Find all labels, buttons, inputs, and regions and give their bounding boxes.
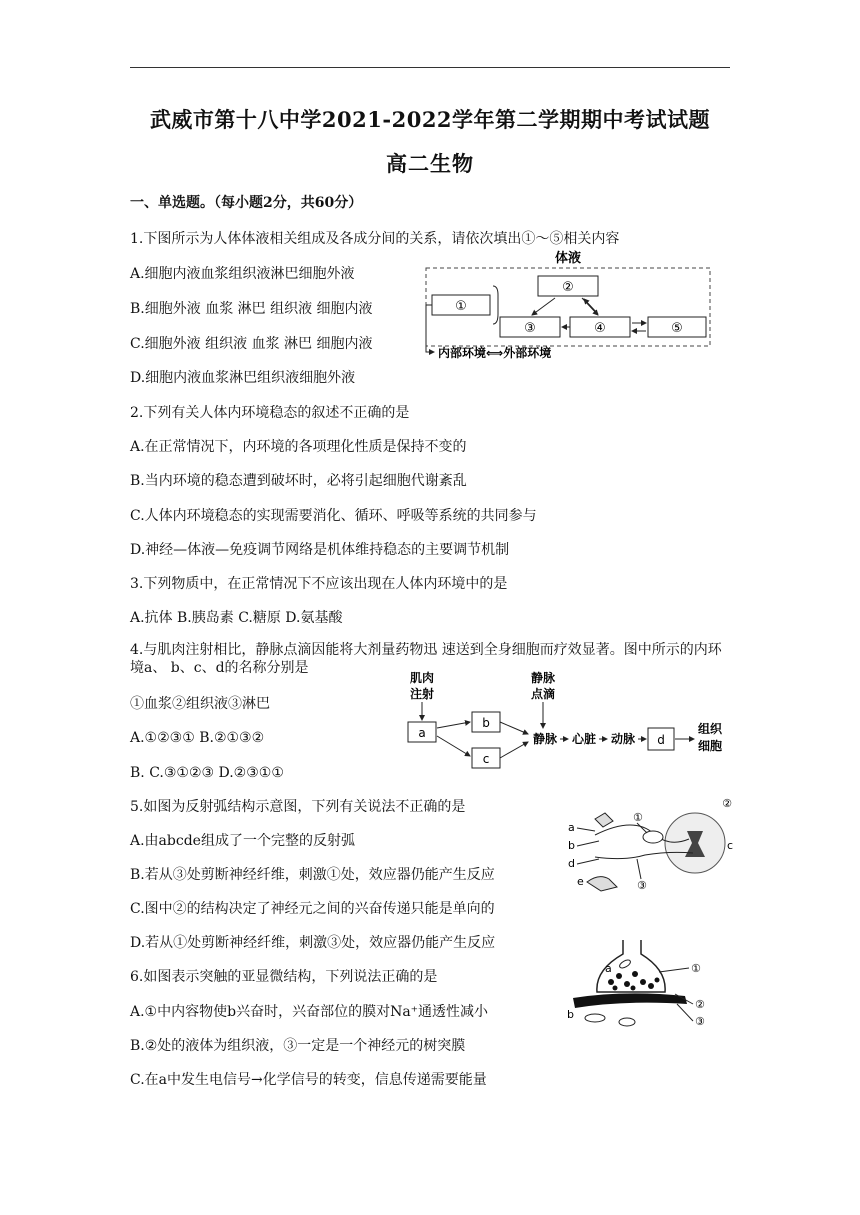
svg-text:肌肉: 肌肉 [409,671,435,685]
svg-text:①: ① [691,962,701,975]
question-4-key: ①血浆②组织液③淋巴 [130,696,270,712]
question-5-option-d: D.若从①处剪断神经纤维，刺激③处，效应器仍能产生反应 [130,935,496,951]
box-1-label: ① [455,299,467,314]
question-2-option-c: C.人体内环境稳态的实现需要消化、循环、呼吸等系统的共同参与 [130,508,537,524]
receptor [595,813,613,827]
question-6-option-b: B.②处的液体为组织液，③一定是一个神经元的树突膜 [130,1038,466,1054]
svg-text:静脉: 静脉 [532,732,558,746]
svg-text:c: c [482,752,490,766]
question-3-options: A.抗体 B.胰岛素 C.糖原 D.氨基酸 [130,610,343,626]
svg-text:d: d [568,857,575,870]
svg-text:③: ③ [637,879,647,892]
svg-text:③: ③ [695,1015,705,1028]
synapse-diagram [565,936,735,1032]
svg-text:静脉: 静脉 [530,671,556,685]
question-5-option-b: B.若从③处剪断神经纤维，刺激①处，效应器仍能产生反应 [130,867,495,883]
question-3-stem: 3.下列物质中，在正常情况下不应该出现在人体内环境中的是 [130,576,508,592]
box-4-label: ④ [594,321,606,336]
effector-muscle [587,877,617,891]
question-2-option-b: B.当内环境的稳态遭到破坏时，必将引起细胞代谢紊乱 [130,473,467,489]
exam-title: 武威市第十八中学2021-2022学年第二学期期中考试试题 [149,107,711,132]
injection-diagram [400,668,730,776]
svg-text:b: b [568,839,575,852]
svg-text:b: b [482,716,490,730]
box-3-label: ③ [524,321,536,336]
question-6-option-a: A.①中内容物使b兴奋时，兴奋部位的膜对Na⁺通透性减小 [130,1004,489,1020]
svg-text:a: a [605,962,612,975]
question-5-option-a: A.由abcde组成了一个完整的反射弧 [130,833,355,849]
box-2-label: ② [562,280,574,295]
question-1-option-b: B.细胞外液 血浆 淋巴 组织液 细胞内液 [130,301,373,317]
svg-text:a: a [418,726,426,740]
question-4-options-ab: A.①②③① B.②①③② [130,730,265,746]
svg-text:注射: 注射 [409,687,435,701]
svg-text:e: e [577,875,584,888]
question-6-stem: 6.如图表示突触的亚显微结构，下列说法正确的是 [130,969,438,985]
question-2-stem: 2.下列有关人体内环境稳态的叙述不正确的是 [130,405,410,421]
exam-subject: 高二生物 [386,151,474,176]
question-1-option-d: D.细胞内液血浆淋巴组织液细胞外液 [130,370,356,386]
question-1-option-a: A.细胞内液血浆组织液淋巴细胞外液 [130,266,355,282]
question-4-options-cd: B. C.③①②③ D.②③①① [130,765,284,781]
diagram-label-body-fluid: 体液 [554,251,582,266]
postsynaptic-membrane [573,993,687,1008]
svg-text:c: c [726,839,734,852]
question-6-option-c: C.在a中发生电信号→化学信号的转变，信息传递需要能量 [130,1072,487,1088]
question-2-option-d: D.神经—体液—免疫调节网络是机体维持稳态的主要调节机制 [130,542,510,558]
reflex-arc-diagram [565,795,735,905]
svg-text:②: ② [722,797,732,810]
svg-text:②: ② [695,998,705,1011]
box-5-label: ⑤ [671,321,683,336]
brace [493,286,498,324]
question-5-stem: 5.如图为反射弧结构示意图，下列有关说法不正确的是 [130,799,466,815]
svg-text:组织: 组织 [697,722,723,736]
svg-text:细胞: 细胞 [697,739,723,753]
svg-text:b: b [567,1008,574,1021]
svg-text:d: d [657,733,665,747]
question-2-option-a: A.在正常情况下，内环境的各项理化性质是保持不变的 [130,439,467,455]
svg-text:a: a [568,821,575,834]
question-1-stem: 1.下图所示为人体体液相关组成及各成分间的关系，请依次填出①～⑤相关内容 [130,231,620,247]
ganglion [643,831,663,843]
svg-text:心脏: 心脏 [571,732,597,746]
header-rule [130,67,730,68]
body-fluid-diagram [420,248,715,366]
svg-text:点滴: 点滴 [530,687,556,701]
question-4-stem: 4.与肌肉注射相比，静脉点滴因能将大剂量药物迅 速送到全身细胞而疗效显著。图中所示的内环境a、 b、c、d的名称分别是 [130,642,722,676]
section-heading: 一、单选题。（每小题2分，共60分） [130,195,363,211]
question-1-option-c: C.细胞外液 组织液 血浆 淋巴 细胞内液 [130,336,373,352]
svg-text:①: ① [633,811,643,824]
diagram-label-environment: 内部环境⟺外部环境 [438,346,552,360]
question-5-option-c: C.图中②的结构决定了神经元之间的兴奋传递只能是单向的 [130,901,495,917]
svg-text:动脉: 动脉 [610,732,636,746]
